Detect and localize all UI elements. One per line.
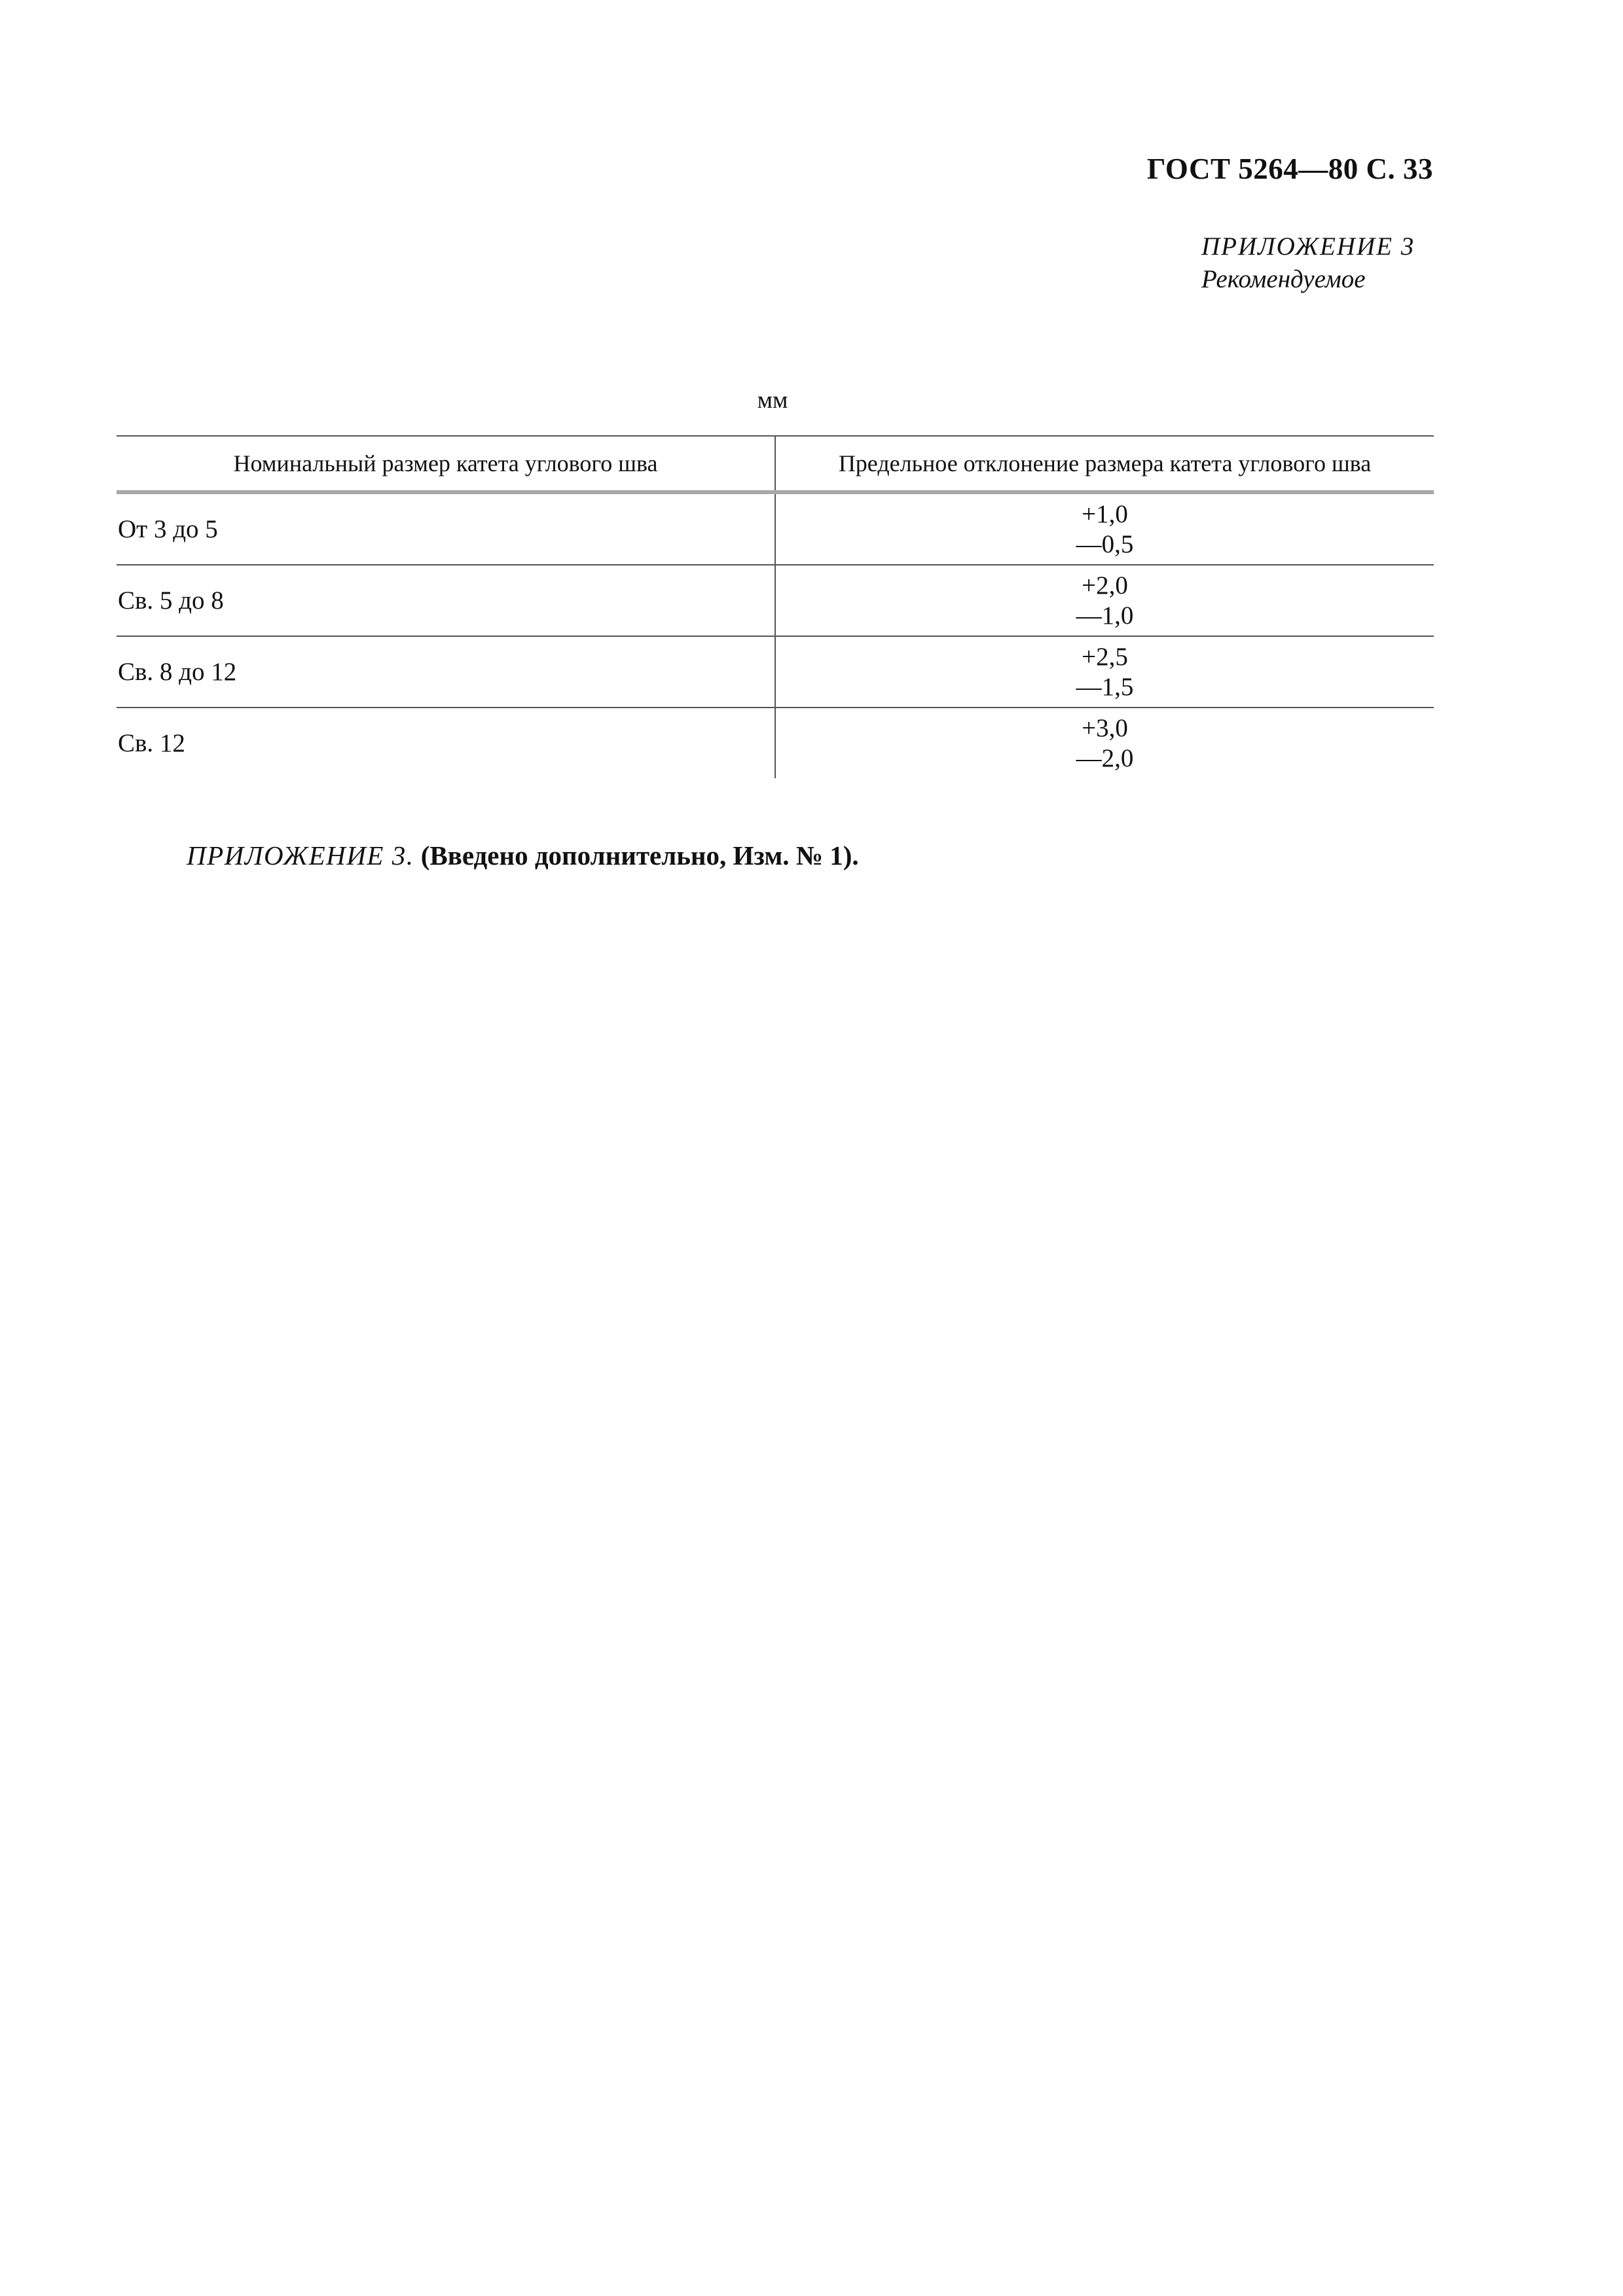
upper-deviation: +1,0 xyxy=(1082,499,1128,528)
table-row xyxy=(117,636,1434,708)
note-text: (Введено дополнительно, Изм. № 1). xyxy=(420,840,859,870)
size-cell: От 3 до 5 xyxy=(117,492,775,565)
lower-deviation: —2,0 xyxy=(1076,744,1134,772)
column-header-deviation: Предельное отклонение размера катета углового шва xyxy=(775,436,1434,492)
deviation-cell xyxy=(775,565,1434,636)
size-cell: Св. 12 xyxy=(117,708,775,778)
upper-deviation: +3,0 xyxy=(1082,713,1128,742)
amendment-note xyxy=(187,840,859,871)
appendix-status: Рекомендуемое xyxy=(1201,265,1366,293)
lower-deviation: —1,5 xyxy=(1076,672,1134,701)
upper-deviation: +2,0 xyxy=(1082,571,1128,600)
units-label: мм xyxy=(757,387,788,414)
note-label: ПРИЛОЖЕНИЕ 3. xyxy=(187,840,414,870)
table-row xyxy=(117,708,1434,778)
appendix-block xyxy=(1201,230,1415,296)
column-header-size: Номинальный размер катета углового шва xyxy=(117,436,775,492)
document-header: ГОСТ 5264—80 С. 33 xyxy=(1146,152,1433,185)
lower-deviation: —0,5 xyxy=(1076,529,1134,558)
appendix-label: ПРИЛОЖЕНИЕ 3 xyxy=(1201,232,1415,260)
table-row xyxy=(117,492,1434,565)
upper-deviation: +2,5 xyxy=(1082,642,1128,671)
deviation-cell xyxy=(775,708,1434,778)
size-cell: Св. 5 до 8 xyxy=(117,565,775,636)
table-header-row xyxy=(117,436,1434,492)
deviation-cell xyxy=(775,492,1434,565)
table-row xyxy=(117,565,1434,636)
lower-deviation: —1,0 xyxy=(1076,601,1134,630)
tolerance-table xyxy=(117,435,1434,778)
size-cell: Св. 8 до 12 xyxy=(117,636,775,708)
deviation-cell xyxy=(775,636,1434,708)
